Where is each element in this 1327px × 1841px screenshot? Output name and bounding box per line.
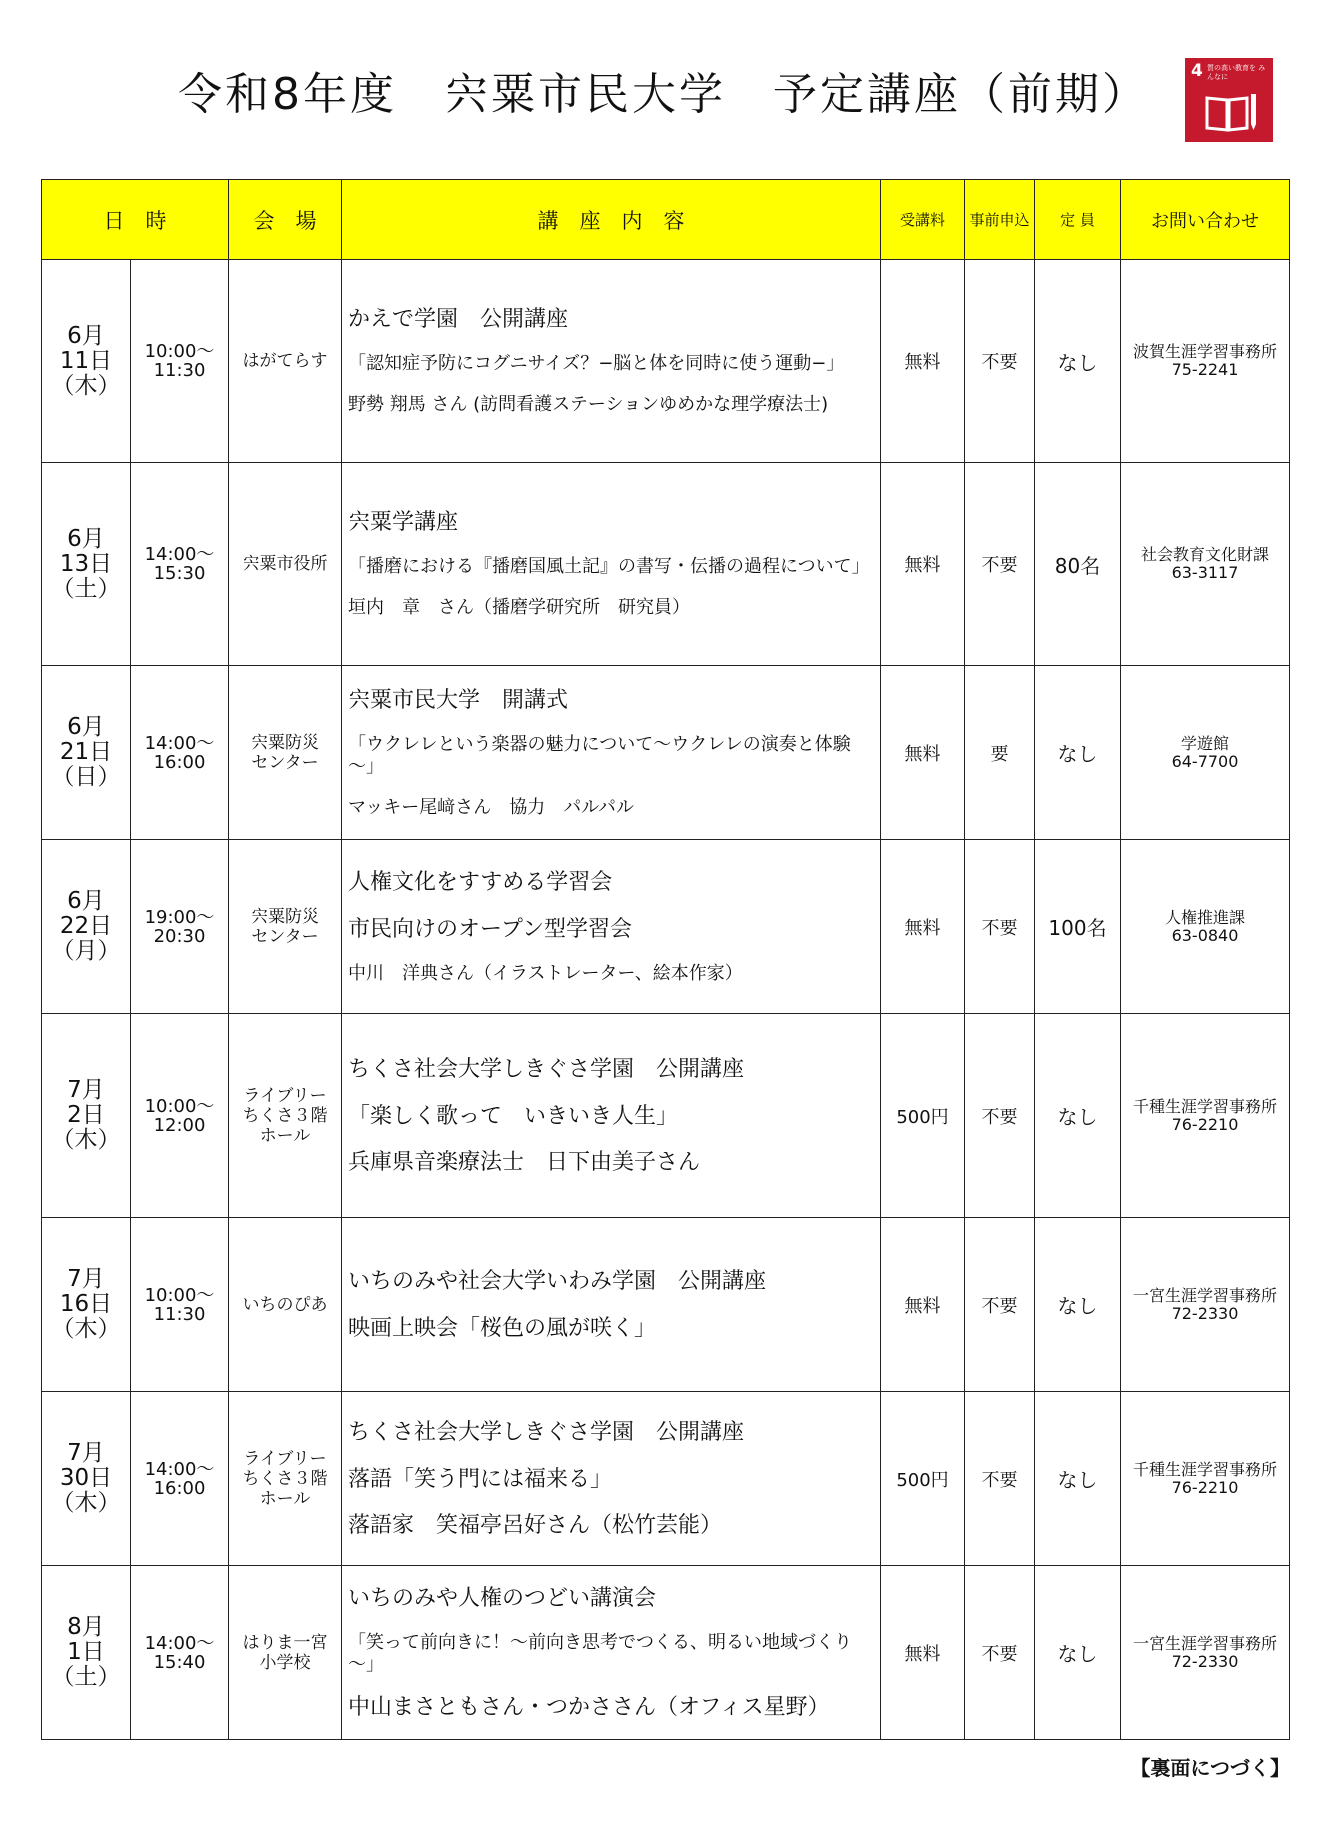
application-cell: 不要: [965, 463, 1035, 666]
time-end: 12:00: [153, 1114, 206, 1136]
time-end: 16:00: [153, 751, 206, 773]
application-cell: 不要: [965, 1014, 1035, 1218]
venue-line: はがてらす: [242, 351, 328, 371]
lecture-title: 人権文化をすすめる学習会: [348, 869, 613, 895]
application-cell: 要: [965, 666, 1035, 840]
venue-cell: [229, 1392, 342, 1566]
lecture-description: 市民向けのオープン型学習会: [348, 916, 633, 942]
venue-line: ホール: [259, 1488, 311, 1509]
time-cell: [131, 1014, 229, 1218]
date-weekday: （土）: [51, 1664, 121, 1690]
contact-name: 社会教育文化財課: [1140, 545, 1269, 564]
venue-line: ライブリー: [243, 1085, 327, 1106]
lecture-description: 「笑って前向きに！～前向き思考でつくる、明るい地域づくり～」: [348, 1631, 852, 1675]
date-month: 7月: [67, 1266, 105, 1292]
fee-cell: 無料: [881, 1566, 965, 1740]
time-cell: [131, 1392, 229, 1566]
date-weekday: （日）: [51, 764, 121, 790]
header-contact: お問い合わせ: [1121, 180, 1290, 260]
application-cell: 不要: [965, 840, 1035, 1014]
date-day: 22日: [59, 913, 113, 939]
capacity-cell: なし: [1035, 1014, 1121, 1218]
sdg-text: 質の高い教育を みんなに: [1207, 64, 1266, 81]
venue-line: 宍粟市役所: [242, 554, 328, 574]
date-cell: [42, 1566, 131, 1740]
header-application: 事前申込: [965, 180, 1035, 260]
capacity-cell: 100名: [1035, 840, 1121, 1014]
lecture-speaker: 落語家 笑福亭呂好さん（松竹芸能）: [348, 1512, 723, 1538]
time-end: 15:30: [153, 563, 206, 584]
venue-line: いちのぴあ: [242, 1294, 328, 1315]
venue-line: ちくさ３階: [242, 1468, 328, 1489]
contact-tel: 72-2330: [1171, 1651, 1239, 1671]
table-body: [42, 260, 1290, 1740]
lecture-title: 宍粟市民大学 開講式: [348, 687, 569, 713]
lecture-description: 「ウクレレという楽器の魅力について～ウクレレの演奏と体験～」: [348, 733, 851, 777]
capacity-cell: なし: [1035, 1392, 1121, 1566]
header-capacity: 定 員: [1035, 180, 1121, 260]
application-cell: 不要: [965, 260, 1035, 463]
date-month: 7月: [67, 1077, 105, 1103]
date-day: 21日: [59, 739, 113, 765]
contact-cell: [1121, 260, 1290, 463]
lecture-speaker: 中川 洋典さん（イラストレーター、絵本作家）: [348, 962, 743, 984]
date-cell: [42, 1392, 131, 1566]
contact-name: 千種生涯学習事務所: [1132, 1096, 1277, 1116]
date-day: 11日: [59, 347, 113, 374]
time-cell: [131, 1218, 229, 1392]
time-start: 10:00～: [144, 1095, 215, 1117]
contact-tel: 76-2210: [1171, 1477, 1239, 1497]
venue-cell: [229, 666, 342, 840]
schedule-table: [41, 179, 1290, 1740]
table-header-row: [42, 180, 1290, 260]
contact-tel: 72-2330: [1171, 1303, 1239, 1323]
fee-cell: 無料: [881, 666, 965, 840]
content-cell: [342, 260, 881, 463]
fee-cell: 500円: [881, 1014, 965, 1218]
venue-line: 宍粟防災: [251, 906, 319, 927]
content-cell: [342, 1218, 881, 1392]
venue-cell: [229, 1566, 342, 1740]
time-start: 19:00～: [144, 906, 215, 928]
venue-line: ライブリー: [243, 1448, 327, 1469]
venue-line: 小学校: [259, 1652, 311, 1673]
time-start: 14:00～: [144, 1632, 215, 1654]
contact-name: 学遊館: [1180, 733, 1229, 753]
content-cell: [342, 1392, 881, 1566]
contact-cell: [1121, 463, 1290, 666]
time-cell: [131, 840, 229, 1014]
fee-cell: 無料: [881, 1218, 965, 1392]
contact-tel: 63-3117: [1171, 563, 1239, 582]
venue-line: ホール: [259, 1125, 311, 1146]
contact-name: 一宮生涯学習事務所: [1132, 1285, 1277, 1305]
time-end: 15:40: [153, 1651, 206, 1673]
contact-tel: 76-2210: [1171, 1114, 1239, 1134]
venue-line: センター: [251, 752, 319, 773]
contact-tel: 75-2241: [1171, 360, 1239, 379]
time-start: 10:00～: [144, 1284, 215, 1306]
application-cell: 不要: [965, 1218, 1035, 1392]
contact-name: 人権推進課: [1164, 907, 1245, 927]
date-weekday: （木）: [51, 372, 121, 399]
time-cell: [131, 463, 229, 666]
time-cell: [131, 1566, 229, 1740]
contact-tel: 64-7700: [1171, 751, 1239, 771]
date-day: 30日: [59, 1465, 113, 1491]
date-month: 7月: [67, 1440, 105, 1466]
time-start: 10:00～: [144, 341, 215, 362]
lecture-speaker: 兵庫県音楽療法士 日下由美子さん: [348, 1149, 701, 1175]
time-end: 11:30: [153, 1303, 206, 1325]
content-cell: [342, 840, 881, 1014]
fee-cell: 無料: [881, 260, 965, 463]
lecture-speaker: マッキー尾﨑さん 協力 パルパル: [348, 796, 635, 818]
header-fee: 受講料: [881, 180, 965, 260]
lecture-speaker: 野勢 翔馬 さん (訪問看護ステーションゆめかな理学療法士): [348, 394, 829, 415]
date-weekday: （木）: [51, 1316, 121, 1342]
time-cell: [131, 666, 229, 840]
capacity-cell: なし: [1035, 666, 1121, 840]
date-cell: [42, 666, 131, 840]
lecture-title: ちくさ社会大学しきぐさ学園 公開講座: [348, 1056, 745, 1082]
date-weekday: （月）: [51, 938, 121, 964]
table-row: [42, 1218, 1290, 1392]
header-datetime: 日 時: [42, 180, 229, 260]
sdg-number: 4: [1191, 61, 1203, 81]
capacity-cell: 80名: [1035, 463, 1121, 666]
date-month: 6月: [67, 322, 105, 349]
date-day: 1日: [67, 1639, 105, 1665]
venue-cell: [229, 463, 342, 666]
fee-cell: 無料: [881, 463, 965, 666]
date-cell: [42, 463, 131, 666]
content-cell: [342, 1014, 881, 1218]
contact-cell: [1121, 1392, 1290, 1566]
time-cell: [131, 260, 229, 463]
date-day: 16日: [59, 1291, 113, 1317]
date-month: 6月: [67, 714, 105, 740]
table-row: [42, 840, 1290, 1014]
fee-cell: 無料: [881, 840, 965, 1014]
date-cell: [42, 260, 131, 463]
date-weekday: （土）: [51, 575, 121, 602]
contact-tel: 63-0840: [1171, 925, 1239, 945]
venue-line: はりま一宮: [242, 1632, 328, 1653]
date-day: 13日: [59, 550, 113, 577]
contact-cell: [1121, 840, 1290, 1014]
table-row: [42, 1014, 1290, 1218]
lecture-title: ちくさ社会大学しきぐさ学園 公開講座: [348, 1419, 745, 1445]
venue-line: センター: [251, 926, 319, 947]
capacity-cell: なし: [1035, 260, 1121, 463]
venue-line: 宍粟防災: [251, 732, 319, 753]
content-cell: [342, 666, 881, 840]
lecture-speaker: 垣内 章 さん（播磨学研究所 研究員）: [348, 597, 690, 618]
venue-cell: [229, 260, 342, 463]
contact-name: 波賀生涯学習事務所: [1132, 342, 1277, 361]
lecture-title: いちのみや社会大学いわみ学園 公開講座: [348, 1268, 767, 1294]
date-month: 6月: [67, 888, 105, 914]
header-venue: 会 場: [229, 180, 342, 260]
contact-cell: [1121, 666, 1290, 840]
date-cell: [42, 840, 131, 1014]
date-month: 8月: [67, 1614, 105, 1640]
capacity-cell: なし: [1035, 1566, 1121, 1740]
table-row: [42, 260, 1290, 463]
content-cell: [342, 1566, 881, 1740]
venue-line: ちくさ３階: [242, 1105, 328, 1126]
continued-note: 【裏面につづく】: [1130, 1756, 1290, 1780]
date-day: 2日: [67, 1102, 105, 1128]
lecture-title: いちのみや人権のつどい講演会: [348, 1585, 657, 1611]
time-start: 14:00～: [144, 1458, 215, 1480]
contact-name: 一宮生涯学習事務所: [1132, 1633, 1277, 1653]
table-row: [42, 1392, 1290, 1566]
time-end: 11:30: [153, 360, 206, 381]
table-row: [42, 463, 1290, 666]
application-cell: 不要: [965, 1566, 1035, 1740]
table-row: [42, 1566, 1290, 1740]
fee-cell: 500円: [881, 1392, 965, 1566]
lecture-description: 「播磨における『播磨国風土記』の書写・伝播の過程について」: [348, 556, 870, 577]
lecture-description: 「楽しく歌って いきいき人生」: [348, 1103, 679, 1129]
contact-cell: [1121, 1218, 1290, 1392]
venue-cell: [229, 1218, 342, 1392]
contact-cell: [1121, 1014, 1290, 1218]
lecture-description: 「認知症予防にコグニサイズ？−脳と体を同時に使う運動−」: [348, 353, 845, 374]
time-start: 14:00～: [144, 544, 215, 565]
lecture-speaker: 中山まさともさん・つかささん（オフィス星野）: [348, 1694, 830, 1720]
lecture-title: 宍粟学講座: [348, 510, 459, 535]
application-cell: 不要: [965, 1392, 1035, 1566]
lecture-description: 映画上映会「桜色の風が咲く」: [348, 1315, 657, 1341]
date-weekday: （木）: [51, 1490, 121, 1516]
page-title: 令和8年度 宍粟市民大学 予定講座（前期）: [178, 69, 1149, 120]
lecture-description: 落語「笑う門には福来る」: [348, 1466, 613, 1492]
lecture-title: かえで学園 公開講座: [348, 307, 569, 332]
venue-cell: [229, 1014, 342, 1218]
header-content: 講 座 内 容: [342, 180, 881, 260]
date-month: 6月: [67, 525, 105, 552]
contact-name: 千種生涯学習事務所: [1132, 1459, 1277, 1479]
content-cell: [342, 463, 881, 666]
contact-cell: [1121, 1566, 1290, 1740]
sdg-goal-4-badge: [1185, 58, 1273, 142]
open-book-pen-icon: [1203, 92, 1259, 132]
date-weekday: （木）: [51, 1127, 121, 1153]
table-row: [42, 666, 1290, 840]
time-start: 14:00～: [144, 732, 215, 754]
date-cell: [42, 1218, 131, 1392]
date-cell: [42, 1014, 131, 1218]
capacity-cell: なし: [1035, 1218, 1121, 1392]
time-end: 16:00: [153, 1477, 206, 1499]
venue-cell: [229, 840, 342, 1014]
time-end: 20:30: [153, 925, 206, 947]
